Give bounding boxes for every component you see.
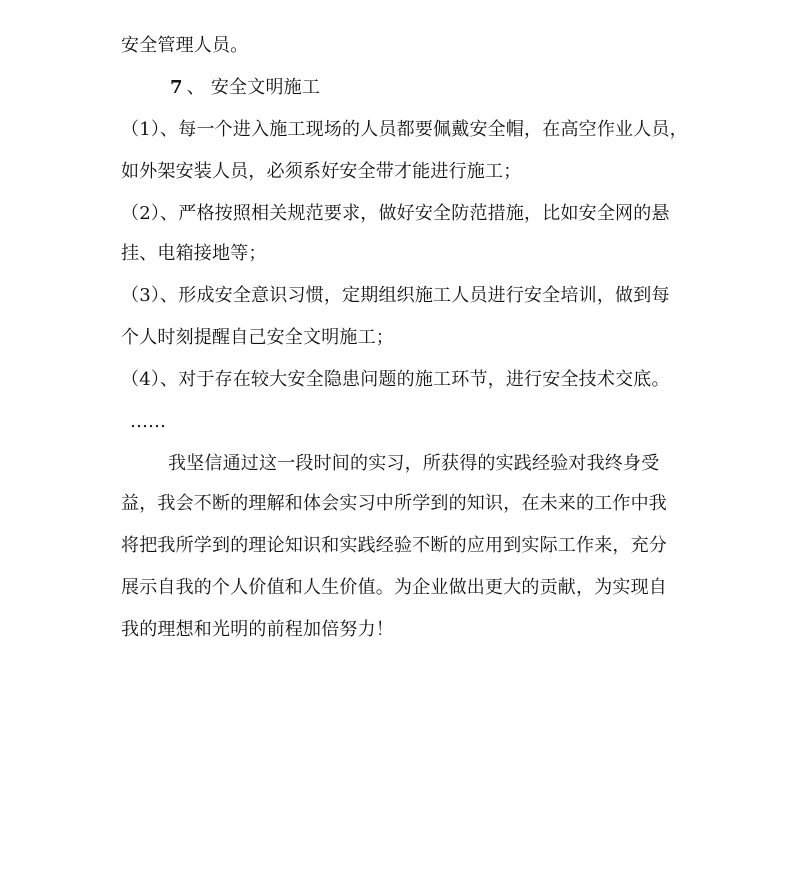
closing-paragraph-line-2: 益，我会不断的理解和体会实习中所学到的知识，在未来的工作中我 <box>121 493 667 514</box>
section-title: 、 安全文明施工 <box>186 77 321 98</box>
ellipsis-text: …… <box>130 411 166 432</box>
closing-paragraph-line-5: 我的理想和光明的前程加倍努力！ <box>121 619 394 640</box>
closing-paragraph-line-4: 展示自我的个人价值和人生价值。为企业做出更大的贡献，为实现自 <box>121 577 667 598</box>
list-item-2-line-b: 挂、电箱接地等； <box>121 243 267 264</box>
closing-paragraph-line-1: 我坚信通过这一段时间的实习，所获得的实践经验对我终身受 <box>168 453 660 474</box>
list-item-1-line-a: （1）、每一个进入施工现场的人员都要佩戴安全帽，在高空作业人员， <box>121 119 688 140</box>
text-line-continuation: 安全管理人员。 <box>121 35 249 56</box>
list-item-1-line-b: 如外架安装人员，必须系好安全带才能进行施工； <box>121 161 522 182</box>
closing-paragraph-line-3: 将把我所学到的理论知识和实践经验不断的应用到实际工作来，充分 <box>121 535 667 556</box>
list-item-3-line-a: （3）、形成安全意识习惯，定期组织施工人员进行安全培训，做到每 <box>121 285 670 306</box>
list-item-4-line-a: （4）、对于存在较大安全隐患问题的施工环节，进行安全技术交底。 <box>121 369 670 390</box>
list-item-2-line-a: （2）、严格按照相关规范要求，做好安全防范措施，比如安全网的悬 <box>121 203 670 224</box>
section-heading <box>170 76 320 100</box>
section-number: 7 <box>170 77 183 98</box>
list-item-3-line-b: 个人时刻提醒自己安全文明施工； <box>121 327 394 348</box>
